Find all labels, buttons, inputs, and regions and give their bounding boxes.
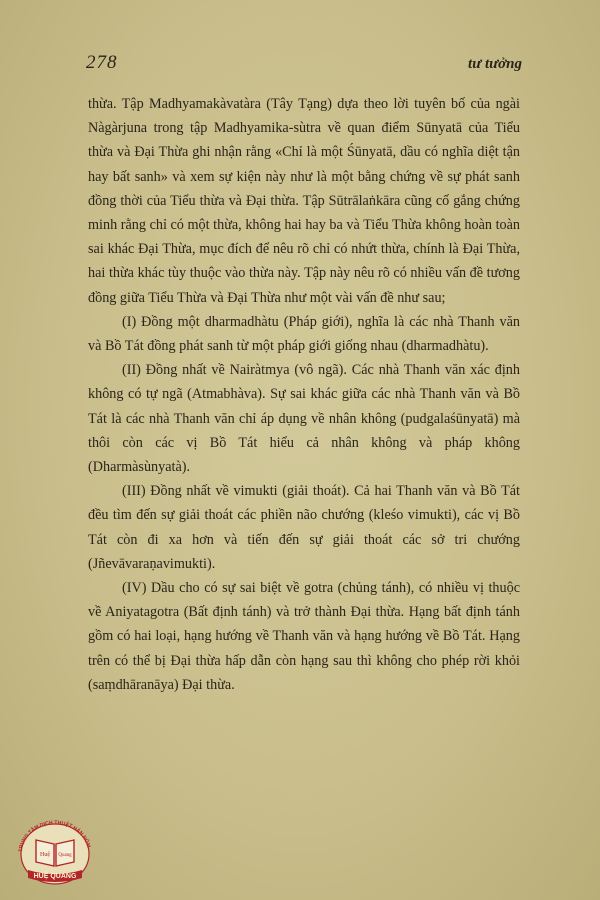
paragraph-item-4: (IV) Dầu cho có sự sai biệt về gotra (chủng tánh), có nhiều vị thuộc về Aniyatagotra (Bất định tánh) và trở thành Đại thừa. Hạng bất định tánh gồm có hai loại, hạng hướng về Thanh văn và hạng hướng về Bồ Tát. Hạng trên có thể bị Đại thừa hấp dẫn còn hạng sau thì không cho phép rời khỏi (saṃdhāranāya) Đại thừa. (88, 580, 520, 693)
page-header (86, 52, 522, 74)
hue-quang-logo (14, 816, 96, 886)
logo-book-left: Huệ (40, 852, 50, 858)
paragraph-item-1: (I) Đồng một dharmadhàtu (Pháp giới), nghĩa là các nhà Thanh văn và Bồ Tát đồng phát sanh từ một pháp giới giống nhau (dharmadhàtu). (88, 313, 520, 355)
paragraph-continuation: thừa. Tập Madhyamakàvatàra (Tây Tạng) dựa theo lời tuyên bố của ngài Nàgàrjuna trong tập Madhyamika-sùtra về quan điểm Sūnyatā của Tiểu thừa và Đại Thừa ghi nhận rằng «Chỉ là một Śūnyatā, dầu có nghĩa diệt tận hay bất sanh» và xem sự kiện này như là một bằng chứng về sự phát sanh đồng thời của Tiểu thừa và Đại thừa. Tập Sūtrālaṅkāra cũng cố gắng chứng minh rằng chỉ có một thừa, không hai hay ba và Tiểu Thừa không hoàn toàn sai khác Đại Thừa, mục đích để nêu rõ chỉ có nhứt thừa, chính là Đại Thừa, hai thừa khác tùy thuộc vào thừa này. Tập này nêu rõ có nhiều vấn đề tương đồng giữa Tiểu Thừa và Đại Thừa như một vài vấn đề như sau; (88, 96, 520, 306)
body-text (88, 92, 520, 697)
paragraph-item-3: (III) Đồng nhất về vimukti (giải thoát). Cả hai Thanh văn và Bồ Tát đều tìm đến sự giải thoát các phiền não chướng (kleśo vimukti), các vị Bồ Tát còn đi xa hơn và tiến đến sự giải thoát các sở tri chướng (Jñevāvaraṇavimukti). (88, 483, 520, 572)
logo-name: HUỆ QUANG (33, 873, 77, 880)
paragraph-item-2: (II) Đồng nhất về Nairàtmya (vô ngã). Các nhà Thanh văn xác định không có tự ngã (Atmabhàva). Sự sai khác giữa các nhà Thanh văn và Bồ Tát là các nhà Thanh văn chỉ áp dụng về nhân không (pudgalaśūnyatā) mà thôi còn các vị Bồ Tát hiểu cả nhân không và pháp không (Dharmàsùnyatà). (88, 362, 520, 476)
page-number: 278 (86, 52, 118, 73)
logo-arc-text: TRUNG TÂM DỊCH THUẬT HÁN NÔM (18, 819, 92, 853)
logo-book-right: Quang (58, 853, 72, 858)
running-title: tư tưởng (468, 56, 522, 72)
